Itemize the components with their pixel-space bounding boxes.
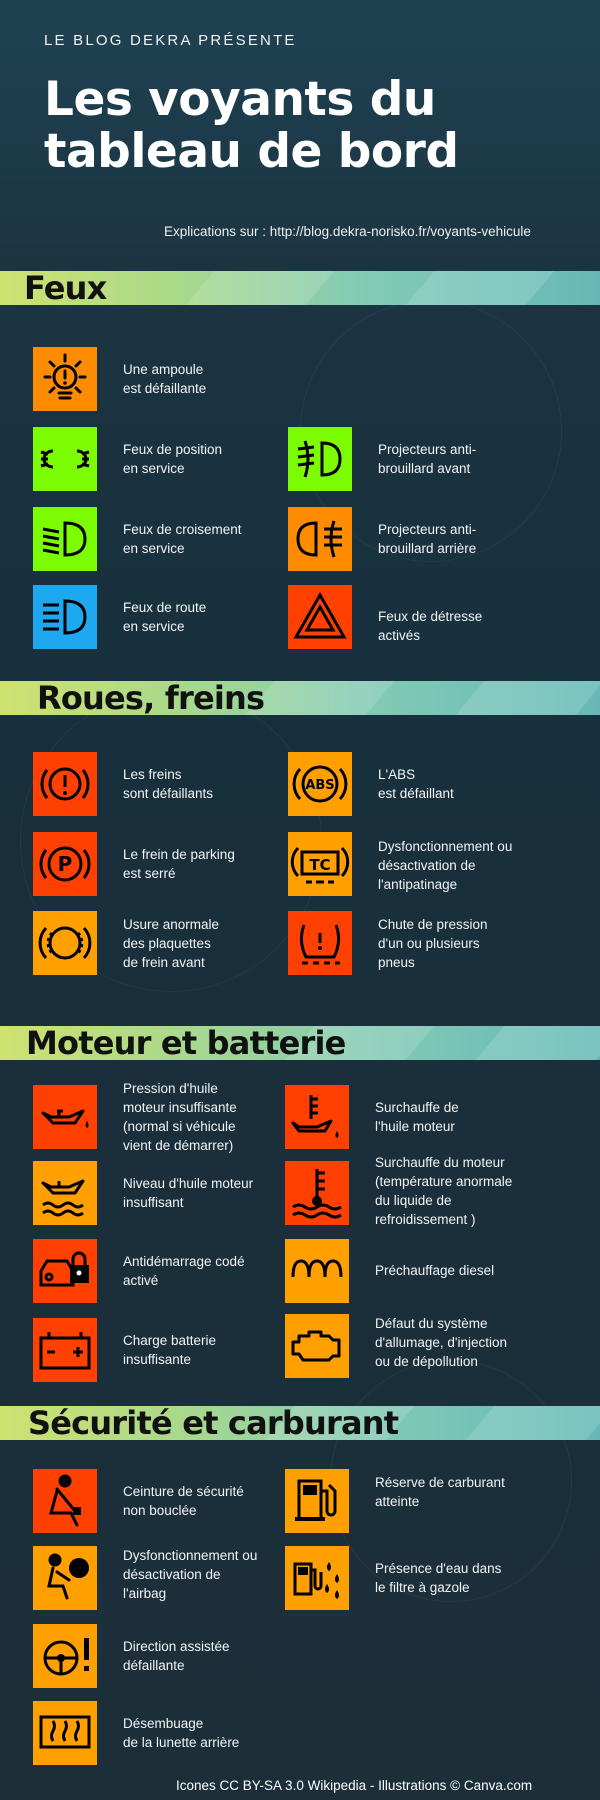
warning-label: Antidémarrage codé activé (123, 1254, 245, 1288)
warning-label: Projecteurs anti- brouillard avant (378, 442, 477, 476)
glow-plug-icon (285, 1239, 349, 1303)
water-in-fuel-icon (285, 1546, 349, 1610)
warning-label: Niveau d'huile moteur insuffisant (123, 1176, 254, 1210)
warning-label: Dysfonctionnement ou désactivation de l'antipatinage (378, 839, 513, 892)
title-line-1: Les voyants du (44, 72, 436, 127)
svg-text:TC: TC (309, 856, 331, 874)
warning-label: Le frein de parking est serré (123, 847, 235, 881)
warning-label: Ceinture de sécurité non bouclée (123, 1484, 244, 1518)
svg-text:ABS: ABS (305, 778, 335, 793)
traction-control-icon (288, 832, 352, 896)
warning-label: Pression d'huile moteur insuffisante (normal si véhicule vient de démarrer) (123, 1081, 237, 1153)
warning-label: Usure anormale des plaquettes de frein avant (123, 917, 220, 970)
svg-text:P: P (57, 852, 73, 876)
warning-label: Réserve de carburant atteinte (375, 1475, 505, 1509)
warning-label: L'ABS est défaillant (378, 767, 454, 801)
warning-label: Feux de croisement en service (123, 522, 242, 556)
section-title-roues: Roues, freins (37, 679, 265, 717)
warning-label: Direction assistée défaillante (123, 1639, 230, 1673)
section-band-securite (0, 1406, 600, 1440)
warning-label: Présence d'eau dans le filtre à gazole (375, 1561, 502, 1595)
section-band-moteur (0, 1026, 600, 1060)
oil-pressure-icon (33, 1085, 97, 1149)
section-band-feux (0, 271, 600, 305)
low-beam-icon (33, 507, 97, 571)
warning-label: Chute de pression d'un ou plusieurs pneus (378, 917, 488, 970)
abs-icon (288, 752, 352, 816)
brake-pad-icon (33, 911, 97, 975)
high-beam-icon (33, 585, 97, 649)
warning-label: Surchauffe de l'huile moteur (375, 1100, 459, 1134)
warning-label: Désembuage de la lunette arrière (123, 1716, 240, 1750)
tire-pressure-icon (288, 911, 352, 975)
hazard-icon (288, 585, 352, 649)
battery-icon (33, 1318, 97, 1382)
warning-label: Feux de position en service (123, 442, 223, 476)
section-title-securite: Sécurité et carburant (28, 1404, 399, 1442)
title-line-2: tableau de bord (44, 124, 459, 179)
header (0, 0, 600, 270)
rear-fog-light-icon (288, 507, 352, 571)
immobilizer-icon (33, 1239, 97, 1303)
bulb-warning-icon (33, 347, 97, 411)
airbag-icon (33, 1546, 97, 1610)
page-title (44, 74, 459, 178)
section-band-roues (0, 681, 600, 715)
footer-credits: Icones CC BY-SA 3.0 Wikipedia - Illustrations © Canva.com (176, 1778, 533, 1793)
warning-label: Les freins sont défaillants (123, 767, 214, 801)
warning-label: Une ampoule est défaillante (123, 362, 207, 396)
oil-level-icon (33, 1161, 97, 1225)
warning-label: Charge batterie insuffisante (123, 1333, 217, 1367)
warning-label: Projecteurs anti- brouillard arrière (378, 522, 477, 556)
explanation-link[interactable]: Explications sur : http://blog.dekra-norisko.fr/voyants-vehicule (164, 224, 531, 239)
warning-label: Feux de détresse activés (378, 609, 483, 643)
warning-label: Surchauffe du moteur (température anormale du liquide de refroidissement ) (375, 1155, 513, 1227)
rear-defrost-icon (33, 1701, 97, 1765)
section-title-moteur: Moteur et batterie (26, 1024, 346, 1062)
fuel-icon (285, 1469, 349, 1533)
section-title-feux: Feux (24, 269, 107, 307)
warning-label: Défaut du système d'allumage, d'injection ou de dépollution (375, 1316, 507, 1369)
warning-label: Dysfonctionnement ou désactivation de l'airbag (123, 1548, 258, 1601)
brake-warning-icon (33, 752, 97, 816)
warning-label: Feux de route en service (123, 600, 207, 634)
warning-label: Préchauffage diesel (375, 1263, 495, 1278)
position-lights-icon (33, 427, 97, 491)
power-steering-icon (33, 1624, 97, 1688)
check-engine-icon (285, 1314, 349, 1378)
oil-temperature-icon (285, 1085, 349, 1149)
seatbelt-icon (33, 1469, 97, 1533)
front-fog-light-icon (288, 427, 352, 491)
coolant-temperature-icon (285, 1161, 349, 1225)
parking-brake-icon (33, 832, 97, 896)
pretitle: LE BLOG DEKRA PRÉSENTE (44, 32, 297, 49)
